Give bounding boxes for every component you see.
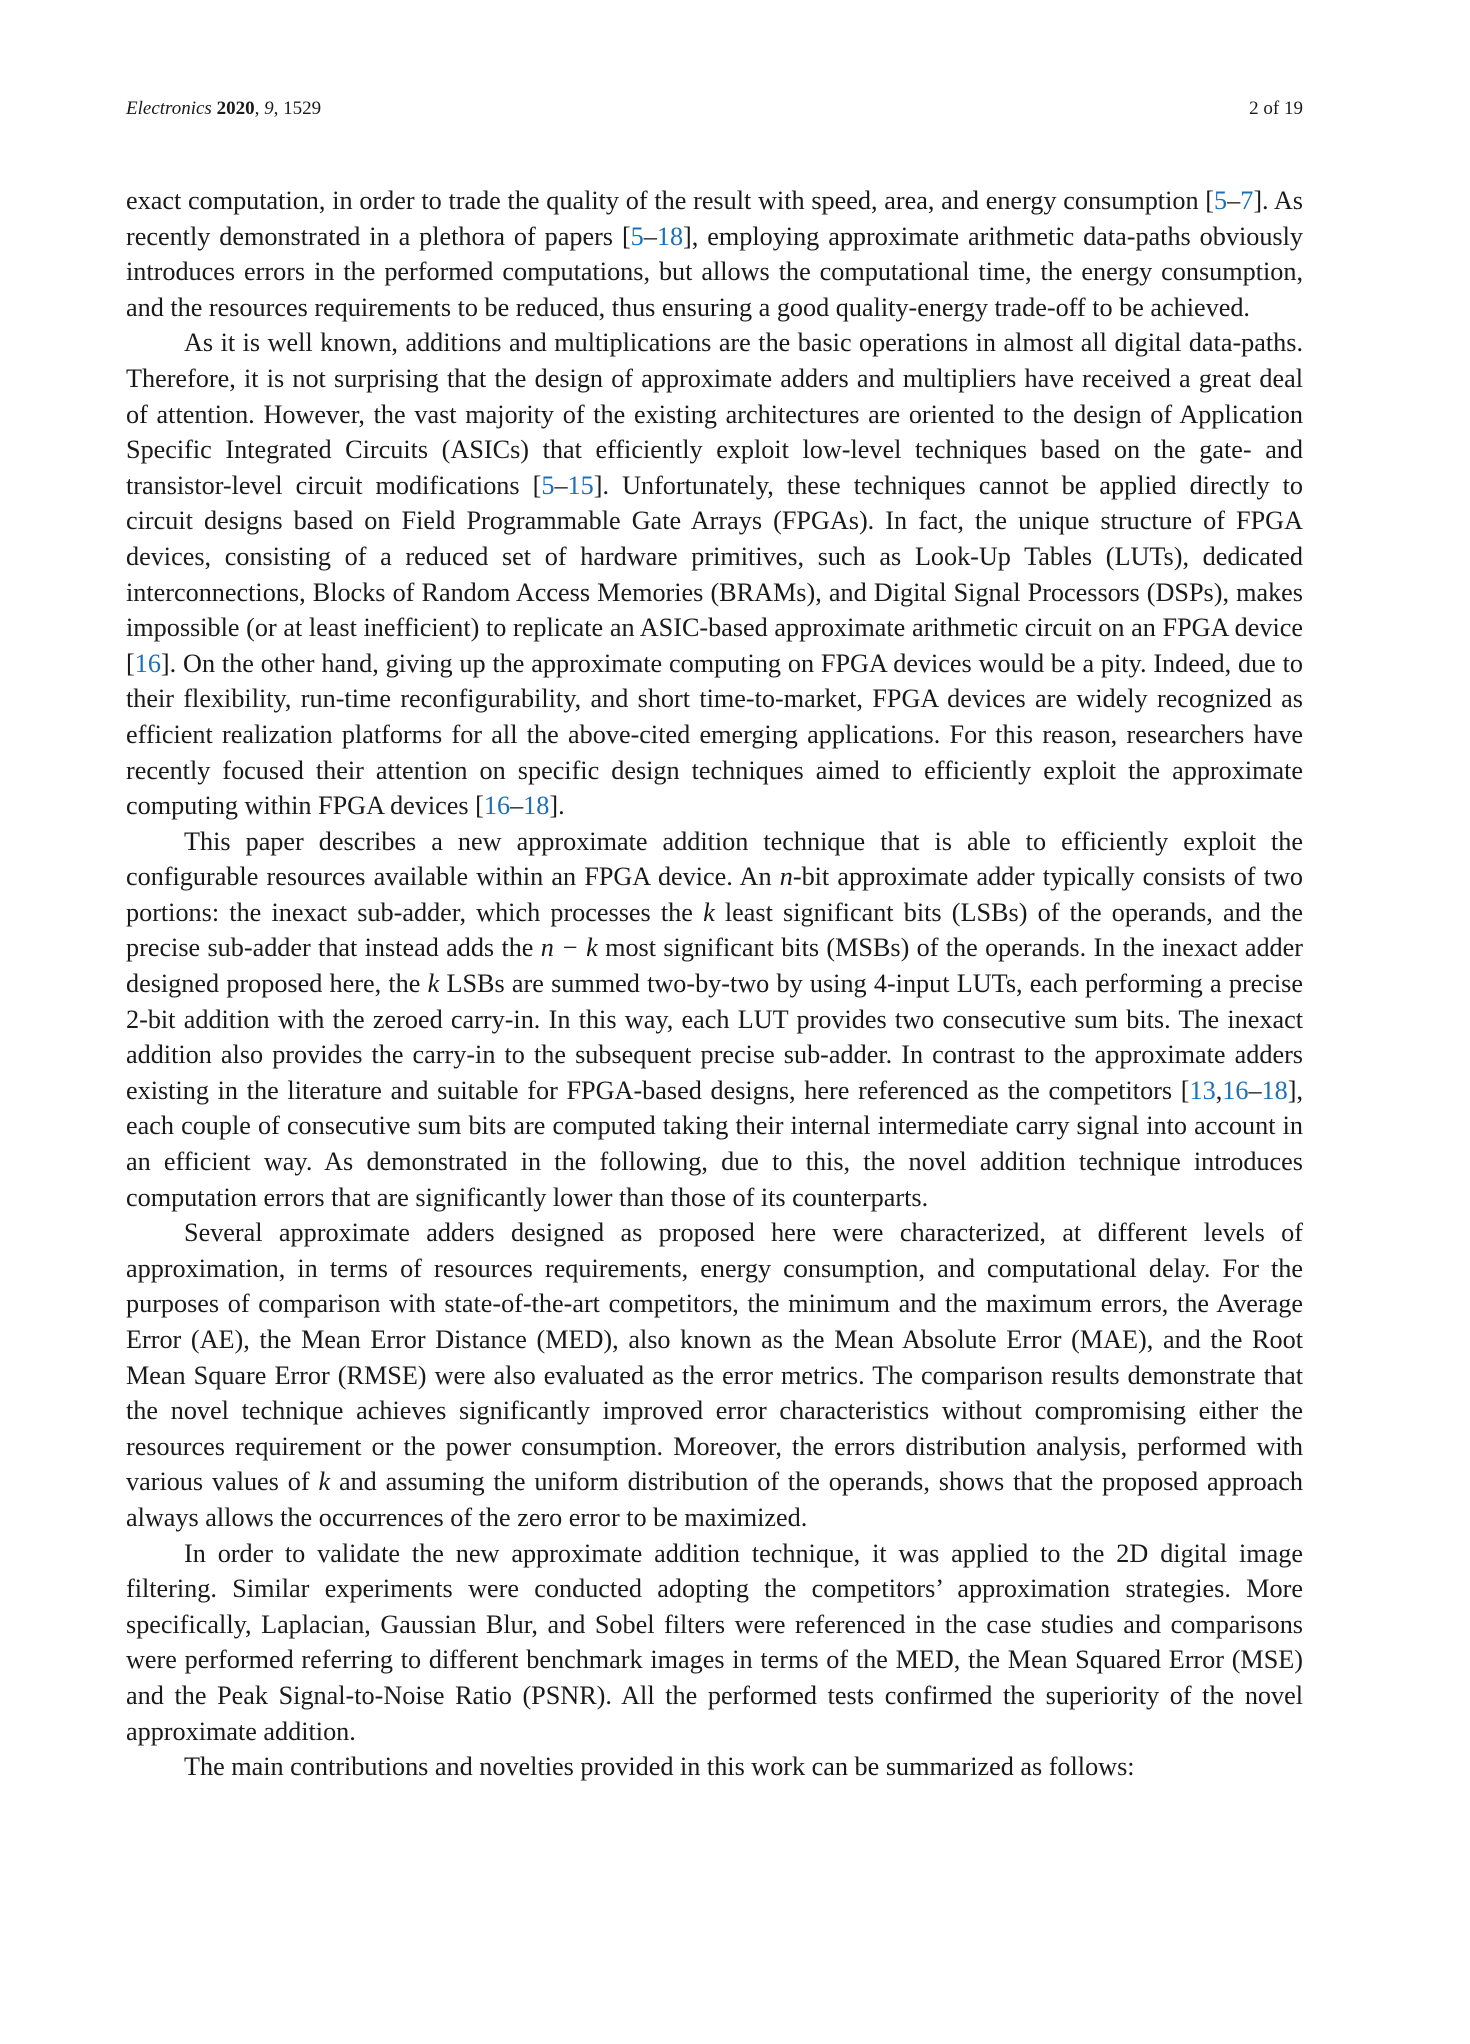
text-run: and assuming the uniform distribution of the operands, shows that the proposed approach always allows the occurrences of the zero error to be maximized. [126, 1467, 1303, 1532]
citation-link[interactable]: 18 [656, 221, 684, 251]
text-run: As it is well known, additions and multiplications are the basic operations in almost all digital data-paths. Therefore, it is not surprising that the design of approximate adders and multipliers have received a great deal of attention. However, the vast majority of the existing architectures are oriented to the design of Application Specific Integrated Circuits (ASICs) that efficiently exploit low-level techniques based on the gate- and transistor-level circuit modifications [ [126, 328, 1303, 500]
citation: Electronics 2020, 9, 1529 [126, 98, 322, 119]
text-run: ]. On the other hand, giving up the approximate computing on FPGA devices would be a pity. Indeed, due to their flexibility, run-time reconfigurability, and short time-to-market, FPGA devices are widely recognized as efficient realization platforms for all the above-cited emerging applications. For this reason, researchers have recently focused their attention on specific design techniques aimed to efficiently exploit the approximate computing within FPGA devices [ [126, 648, 1303, 821]
paragraph-5: In order to validate the new approximate addition technique, it was applied to the 2D digital image filtering. Similar experiments were conducted adopting the competitors’ approximation strategies. More specifically, Laplacian, Gaussian Blur, and Sobel filters were referenced in the case studies and comparisons were performed referring to different benchmark images in terms of the MED, the Mean Squared Error (MSE) and the Peak Signal-to-Noise Ratio (PSNR). All the performed tests confirmed the superiority of the novel approximate addition. [126, 1538, 1303, 1746]
citation-link[interactable]: 18 [1261, 1075, 1288, 1105]
text-run: ]. Unfortunately, these techniques cannot be applied directly to circuit designs based on Field Programmable Gate Arrays (FPGAs). In fact, the unique structure of FPGA devices, consisting of a reduced set of hardware primitives, such as Look-Up Tables (LUTs), dedicated interconnections, Blocks of Random Access Memories (BRAMs), and Digital Signal Processors (DSPs), makes impossible (or at least inefficient) to replicate an ASIC-based approximate arithmetic circuit on an FPGA device [ [126, 470, 1303, 678]
text-run: ]. As recently demonstrated in a plethora of papers [ [126, 186, 1303, 251]
citation-link[interactable]: 5 [541, 470, 555, 500]
citation-link[interactable]: 16 [134, 648, 161, 678]
paragraph-6: The main contributions and novelties provided in this work can be summarized as follows: [184, 1752, 1135, 1782]
journal-volume: 9 [264, 98, 274, 119]
text-run: most significant bits (MSBs) of the operands. In the inexact adder designed proposed here, the [126, 933, 1303, 999]
text-run: – [1227, 186, 1241, 215]
text-run: least significant bits (LSBs) of the operands, and the precise sub-adder that instead adds the [126, 897, 1304, 963]
text-run: – [643, 221, 657, 251]
journal-year: 2020 [216, 98, 255, 119]
text-run: – [554, 470, 568, 500]
text-run: ], employing approximate arithmetic data-paths obviously introduces errors in the performed computations, but allows the computational time, the energy consumption, and the resources requirements to be reduced, thus ensuring a good quality-energy trade-off to be achieved. [126, 221, 1303, 322]
text-run: , [1215, 1075, 1223, 1105]
math-variable: k [427, 969, 440, 999]
running-header [126, 98, 1303, 120]
text-run: – [1248, 1075, 1262, 1105]
math-variable: n [779, 862, 793, 892]
text-run: ], each couple of consecutive sum bits are computed taking their internal intermediate carry signal into account in an efficient way. As demonstrated in the following, due to this, the novel addition technique introduces computation errors that are significantly lower than those of its counterparts. [126, 1075, 1303, 1212]
body-text [126, 183, 1303, 1785]
citation-link[interactable]: 15 [567, 470, 594, 500]
citation-link[interactable]: 18 [523, 791, 550, 821]
citation-link[interactable]: 16 [483, 791, 511, 821]
citation-link[interactable]: 7 [1240, 186, 1254, 215]
paragraph-3 [126, 824, 1303, 1216]
paragraph-1 [126, 183, 1303, 325]
text-run: -bit approximate adder typically consists of two portions: the inexact sub-adder, which processes the [126, 862, 1303, 927]
text-run: LSBs are summed two-by-two by using 4-input LUTs, each performing a precise 2-bit addition with the zeroed carry-in. In this way, each LUT provides two consecutive sum bits. The inexact addition also provides the carry-in to the subsequent precise sub-adder. In contrast to the approximate adders existing in the literature and suitable for FPGA-based designs, here referenced as the competitors [ [126, 969, 1303, 1105]
journal-name: Electronics [126, 98, 212, 119]
citation-link[interactable]: 13 [1189, 1075, 1216, 1105]
text-run: ]. [549, 791, 565, 821]
citation-link[interactable]: 16 [1222, 1075, 1249, 1105]
page-number: 2 of 19 [1249, 98, 1303, 119]
paragraph-4 [126, 1215, 1303, 1535]
text-run: This paper describes a new approximate addition technique that is able to efficiently exploit the configurable resources available within an FPGA device. An [126, 826, 1303, 892]
text-run: exact computation, in order to trade the quality of the result with speed, area, and energy consumption [ [126, 186, 1215, 215]
text-run: – [510, 791, 524, 821]
math-expression: n − k [540, 933, 598, 963]
article-number: 1529 [283, 98, 322, 119]
math-variable: k [318, 1467, 331, 1497]
paragraph-2 [126, 325, 1303, 823]
text-run: Several approximate adders designed as proposed here were characterized, at different levels of approximation, in terms of resources requirements, energy consumption, and computational delay. For the purposes of comparison with state-of-the-art competitors, the minimum and the maximum errors, the Average Error (AE), the Mean Error Distance (MED), also known as the Mean Absolute Error (MAE), and the Root Mean Square Error (RMSE) were also evaluated as the error metrics. The comparison results demonstrate that the novel technique achieves significantly improved error characteristics without compromising either the resources requirement or the power consumption. Moreover, the errors distribution analysis, performed with various values of [126, 1218, 1303, 1497]
citation-link[interactable]: 5 [630, 221, 644, 251]
citation-link[interactable]: 5 [1214, 186, 1228, 215]
math-variable: k [703, 897, 715, 927]
